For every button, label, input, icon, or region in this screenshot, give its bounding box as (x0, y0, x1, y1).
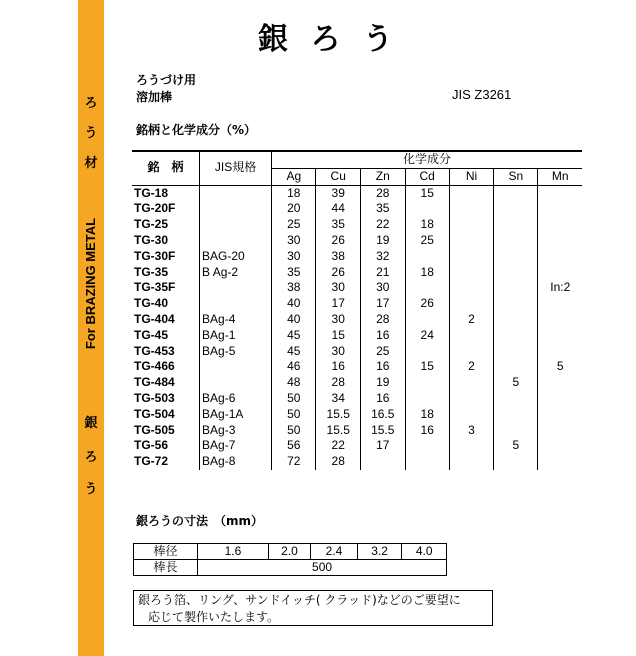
jis-cell: B Ag-2 (200, 265, 272, 281)
jis-cell: BAg-4 (200, 312, 272, 328)
value-cell: 34 (316, 391, 361, 407)
value-cell: 40 (272, 312, 316, 328)
value-cell: 16 (405, 423, 449, 439)
value-cell: 15.5 (360, 423, 405, 439)
table-row (132, 201, 582, 217)
value-cell (449, 185, 493, 201)
value-cell: 19 (360, 233, 405, 249)
value-cell: 17 (316, 296, 361, 312)
jis-cell (200, 359, 272, 375)
note-line-2: 応じて製作いたします。 (148, 610, 280, 624)
table-row (132, 359, 582, 375)
header-element-cd: Cd (405, 168, 449, 185)
header-element-zn: Zn (360, 168, 405, 185)
value-cell (449, 391, 493, 407)
value-cell: 18 (405, 217, 449, 233)
value-cell: 3 (449, 423, 493, 439)
value-cell: 39 (316, 185, 361, 201)
value-cell (405, 344, 449, 360)
table-row (132, 280, 582, 296)
value-cell: 30 (316, 312, 361, 328)
value-cell (494, 217, 538, 233)
value-cell: 18 (272, 185, 316, 201)
value-cell (538, 233, 582, 249)
value-cell: 35 (272, 265, 316, 281)
grade-cell: TG-404 (134, 311, 175, 326)
value-cell (538, 438, 582, 454)
value-cell: 18 (405, 407, 449, 423)
value-cell: 16 (360, 391, 405, 407)
value-cell: 28 (360, 185, 405, 201)
value-cell: 25 (405, 233, 449, 249)
value-cell: 15 (405, 185, 449, 201)
grade-cell: TG-45 (134, 327, 169, 342)
value-cell (494, 359, 538, 375)
value-cell (538, 454, 582, 470)
value-cell: 28 (360, 312, 405, 328)
jis-standard: JIS Z3261 (452, 87, 512, 102)
jis-cell: BAg-5 (200, 344, 272, 360)
dimensions-table (133, 543, 447, 576)
value-cell (449, 344, 493, 360)
jis-cell: BAg-3 (200, 423, 272, 439)
header-element-ni: Ni (449, 168, 493, 185)
diameter-value: 2.4 (311, 544, 358, 560)
length-label: 棒長 (134, 560, 198, 576)
table-row (132, 375, 582, 391)
table-row (132, 328, 582, 344)
value-cell: 30 (316, 344, 361, 360)
table-row (132, 438, 582, 454)
diameter-value: 2.0 (268, 544, 310, 560)
jis-cell: BAg-6 (200, 391, 272, 407)
value-cell (538, 344, 582, 360)
grade-cell: TG-503 (134, 390, 175, 405)
value-cell: 38 (316, 249, 361, 265)
value-cell: 30 (316, 280, 361, 296)
grade-cell: TG-35 (134, 264, 169, 279)
sidebar-char: ろ (84, 450, 98, 465)
grade-cell: TG-466 (134, 359, 175, 374)
value-cell (405, 454, 449, 470)
value-cell: 5 (494, 438, 538, 454)
value-cell: 17 (360, 438, 405, 454)
table-row (132, 249, 582, 265)
sidebar-vertical-text: For BRAZING METAL (83, 217, 99, 349)
value-cell (494, 312, 538, 328)
grade-cell: TG-72 (134, 454, 169, 469)
table-row (132, 296, 582, 312)
value-cell (538, 328, 582, 344)
grade-cell: TG-25 (134, 217, 169, 232)
grade-cell: TG-30F (134, 248, 176, 263)
value-cell: 21 (360, 265, 405, 281)
value-cell: 22 (316, 438, 361, 454)
value-cell (494, 454, 538, 470)
value-cell: 28 (316, 375, 361, 391)
grade-cell: TG-453 (134, 343, 175, 358)
sidebar-char: 銀 (84, 416, 98, 431)
value-cell (494, 407, 538, 423)
value-cell: 45 (272, 328, 316, 344)
table-row (132, 344, 582, 360)
value-cell (405, 312, 449, 328)
value-cell (538, 407, 582, 423)
value-cell (538, 201, 582, 217)
value-cell (494, 265, 538, 281)
value-cell: 46 (272, 359, 316, 375)
header-element-mn: Mn (538, 168, 582, 185)
value-cell (538, 185, 582, 201)
header-grade: 銘 柄 (132, 151, 200, 185)
value-cell (538, 296, 582, 312)
jis-cell: BAg-8 (200, 454, 272, 470)
value-cell: 38 (272, 280, 316, 296)
value-cell: 15.5 (316, 407, 361, 423)
diameter-label: 棒径 (134, 544, 198, 560)
table-row (132, 233, 582, 249)
value-cell: 50 (272, 391, 316, 407)
value-cell: 50 (272, 423, 316, 439)
table-row (132, 407, 582, 423)
value-cell: 30 (272, 233, 316, 249)
value-cell: 26 (316, 265, 361, 281)
value-cell (449, 296, 493, 312)
value-cell: 44 (316, 201, 361, 217)
header-element-cu: Cu (316, 168, 361, 185)
note-line-1: 銀ろう箔、リング、サンドイッチ( クラッド)などのご要望に (138, 593, 461, 607)
value-cell: 72 (272, 454, 316, 470)
grade-cell: TG-484 (134, 375, 175, 390)
value-cell (449, 438, 493, 454)
value-cell (494, 280, 538, 296)
value-cell: 26 (316, 233, 361, 249)
grade-cell: TG-40 (134, 296, 169, 311)
value-cell (494, 391, 538, 407)
value-cell (449, 249, 493, 265)
jis-cell (200, 296, 272, 312)
value-cell: 26 (405, 296, 449, 312)
jis-cell (200, 280, 272, 296)
diameter-value: 4.0 (402, 544, 447, 560)
value-cell (405, 201, 449, 217)
usage-line-2: 溶加棒 (136, 90, 173, 104)
value-cell (494, 328, 538, 344)
sidebar-char: 材 (84, 156, 98, 171)
value-cell (360, 454, 405, 470)
length-value: 500 (198, 560, 447, 576)
value-cell: 5 (494, 375, 538, 391)
value-cell: 17 (360, 296, 405, 312)
value-cell (538, 375, 582, 391)
value-cell (494, 201, 538, 217)
jis-cell (200, 375, 272, 391)
jis-cell: BAg-1 (200, 328, 272, 344)
value-cell (405, 249, 449, 265)
grade-cell: TG-35F (134, 280, 176, 295)
value-cell: 50 (272, 407, 316, 423)
table-row (132, 217, 582, 233)
composition-title: 銘柄と化学成分（%） (136, 123, 257, 137)
value-cell: 16.5 (360, 407, 405, 423)
value-cell (449, 280, 493, 296)
value-cell: 16 (360, 359, 405, 375)
note-box (133, 590, 493, 626)
value-cell (449, 265, 493, 281)
composition-table (132, 150, 582, 470)
jis-cell: BAG-20 (200, 249, 272, 265)
value-cell (494, 344, 538, 360)
value-cell: 16 (316, 359, 361, 375)
table-row (132, 265, 582, 281)
sidebar-vertical-label (76, 208, 106, 358)
dimensions-title: 銀ろうの寸法 （mm） (136, 514, 264, 528)
value-cell (494, 296, 538, 312)
header-element-sn: Sn (494, 168, 538, 185)
value-cell (449, 454, 493, 470)
value-cell (405, 438, 449, 454)
value-cell: 5 (538, 359, 582, 375)
table-row (132, 423, 582, 439)
value-cell (494, 423, 538, 439)
value-cell: In:2 (538, 280, 582, 296)
table-row (132, 185, 582, 201)
value-cell (449, 233, 493, 249)
value-cell: 45 (272, 344, 316, 360)
grade-cell: TG-505 (134, 422, 175, 437)
value-cell (538, 249, 582, 265)
diameter-value: 1.6 (198, 544, 269, 560)
value-cell: 15.5 (316, 423, 361, 439)
grade-cell: TG-30 (134, 232, 169, 247)
value-cell (538, 312, 582, 328)
value-cell (538, 423, 582, 439)
usage-line-1: ろうづけ用 (136, 73, 197, 87)
value-cell (494, 233, 538, 249)
value-cell (449, 328, 493, 344)
jis-cell (200, 201, 272, 217)
sidebar-band (78, 0, 104, 656)
value-cell: 40 (272, 296, 316, 312)
value-cell (449, 375, 493, 391)
page-title: 銀 ろ う (258, 22, 399, 57)
value-cell (449, 407, 493, 423)
value-cell (405, 375, 449, 391)
value-cell (494, 249, 538, 265)
header-element-ag: Ag (272, 168, 316, 185)
value-cell: 22 (360, 217, 405, 233)
value-cell (405, 280, 449, 296)
jis-cell (200, 217, 272, 233)
value-cell: 15 (405, 359, 449, 375)
jis-cell: BAg-7 (200, 438, 272, 454)
grade-cell: TG-504 (134, 406, 175, 421)
grade-cell: TG-56 (134, 438, 169, 453)
value-cell: 30 (360, 280, 405, 296)
value-cell: 25 (360, 344, 405, 360)
value-cell: 2 (449, 359, 493, 375)
value-cell: 56 (272, 438, 316, 454)
value-cell (405, 391, 449, 407)
value-cell: 25 (272, 217, 316, 233)
value-cell (449, 217, 493, 233)
table-row (132, 312, 582, 328)
value-cell: 24 (405, 328, 449, 344)
value-cell: 19 (360, 375, 405, 391)
value-cell: 2 (449, 312, 493, 328)
grade-cell: TG-18 (134, 185, 169, 200)
value-cell: 16 (360, 328, 405, 344)
diameter-value: 3.2 (357, 544, 402, 560)
value-cell (449, 201, 493, 217)
jis-cell (200, 233, 272, 249)
table-row (132, 454, 582, 470)
value-cell: 35 (360, 201, 405, 217)
header-chem: 化学成分 (272, 151, 582, 168)
sidebar-char: ろ (84, 96, 98, 111)
jis-cell: BAg-1A (200, 407, 272, 423)
value-cell (538, 391, 582, 407)
value-cell: 20 (272, 201, 316, 217)
value-cell: 48 (272, 375, 316, 391)
sidebar-char: う (84, 126, 98, 141)
value-cell: 30 (272, 249, 316, 265)
value-cell: 32 (360, 249, 405, 265)
grade-cell: TG-20F (134, 201, 176, 216)
value-cell: 15 (316, 328, 361, 344)
value-cell: 28 (316, 454, 361, 470)
value-cell (538, 217, 582, 233)
jis-cell (200, 185, 272, 201)
header-jis: JIS規格 (200, 151, 272, 185)
value-cell: 35 (316, 217, 361, 233)
table-row (132, 391, 582, 407)
sidebar-char: う (84, 482, 98, 497)
value-cell: 18 (405, 265, 449, 281)
value-cell (494, 185, 538, 201)
value-cell (538, 265, 582, 281)
